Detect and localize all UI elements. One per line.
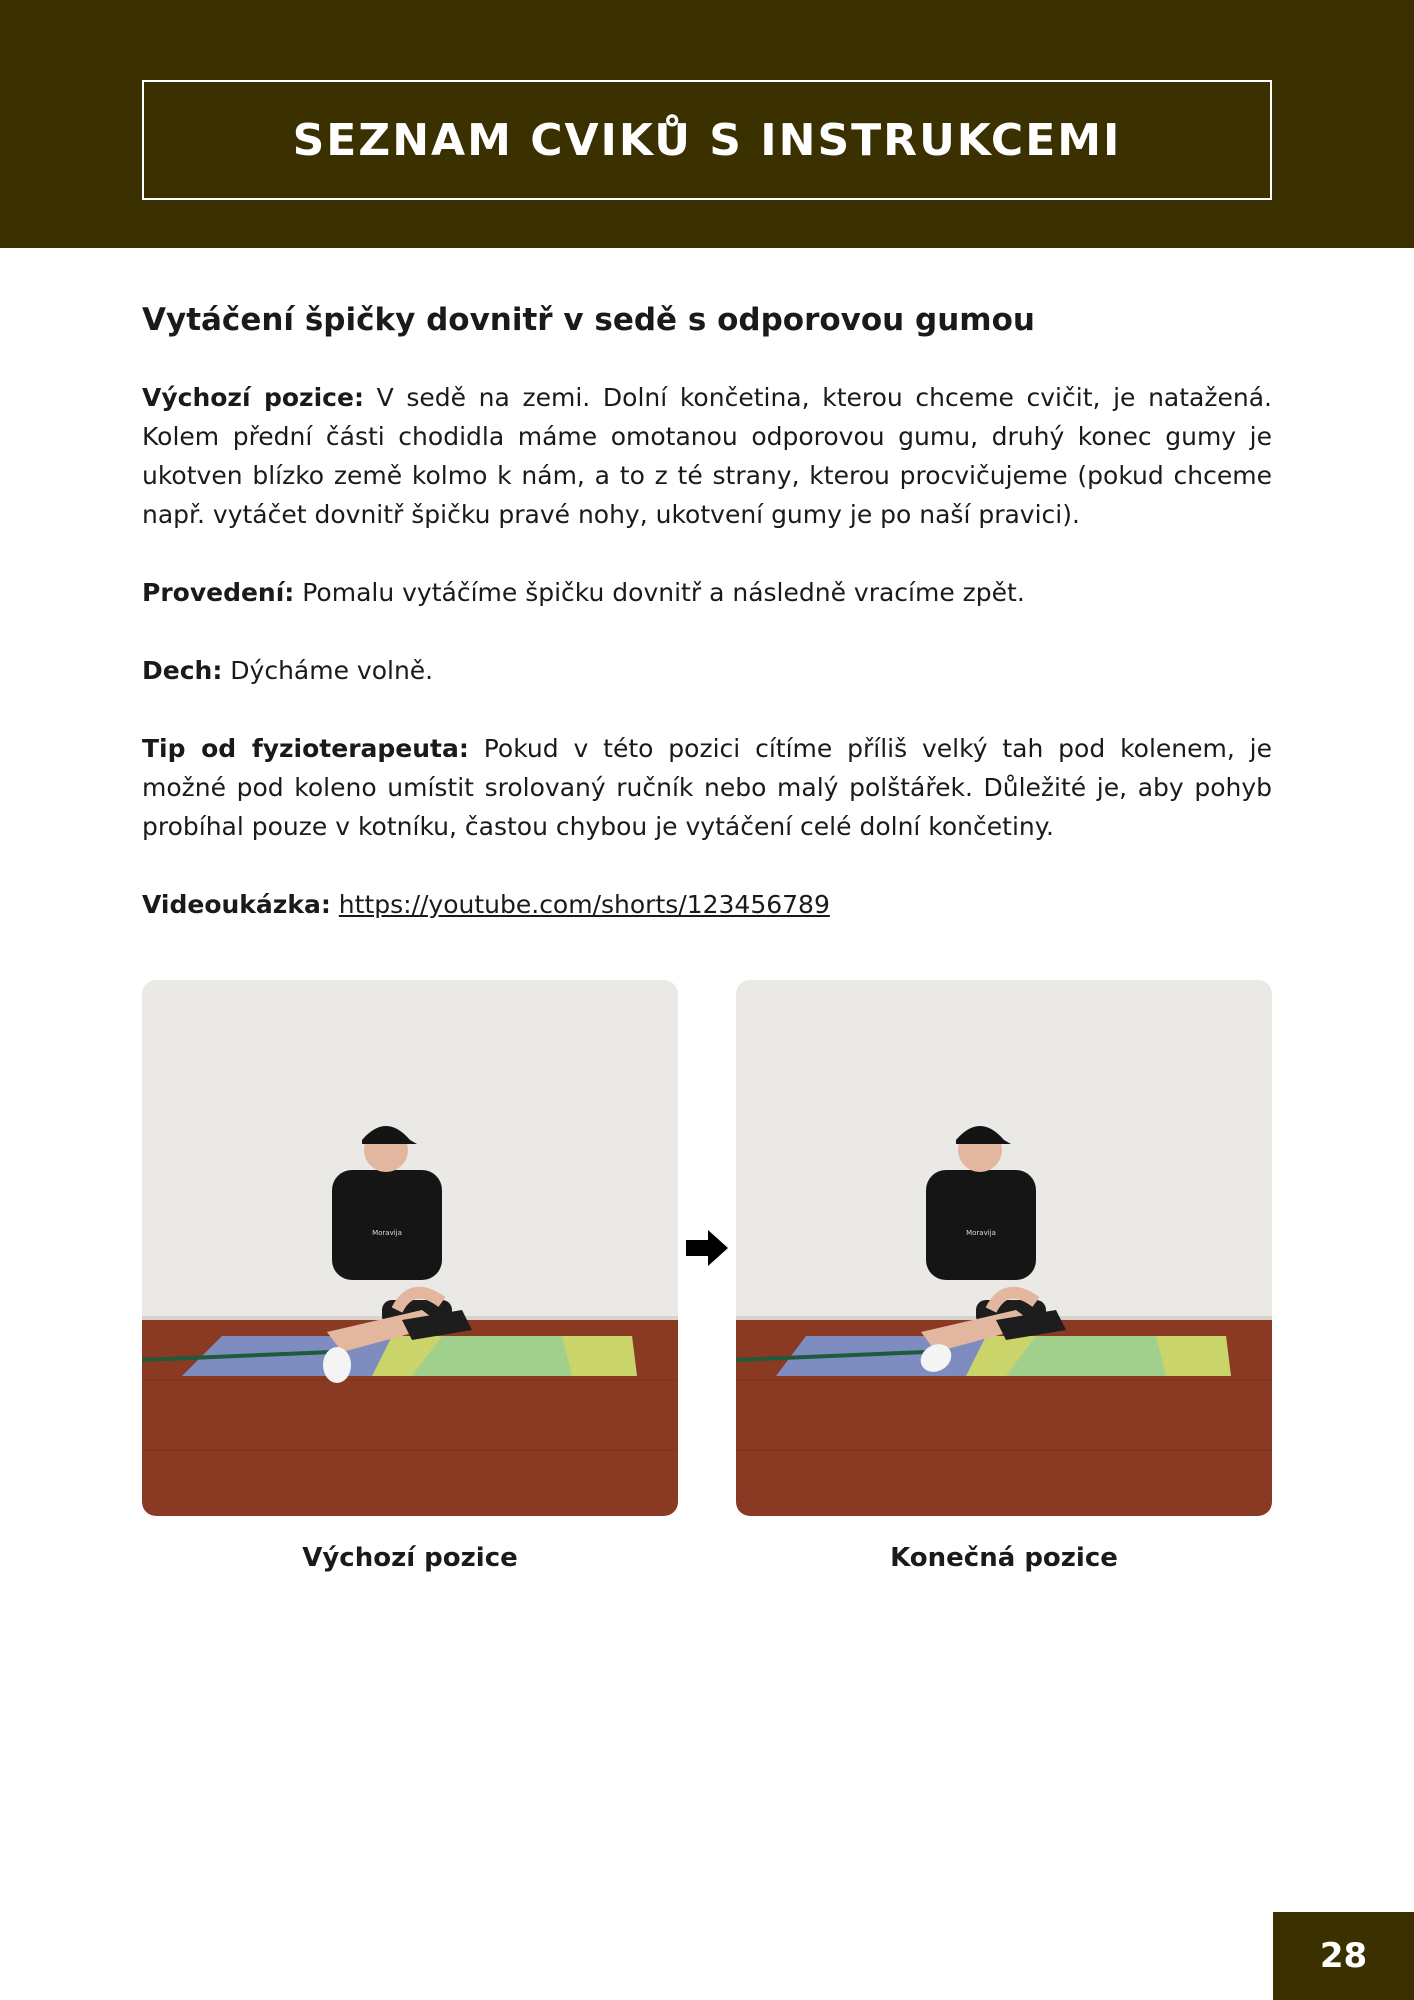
execution-paragraph bbox=[142, 573, 1272, 612]
start-position-label: Výchozí pozice: bbox=[142, 383, 364, 413]
exercise-content bbox=[142, 300, 1272, 963]
shirt-logo: Moravija bbox=[372, 1229, 402, 1237]
video-paragraph bbox=[142, 885, 1272, 924]
video-label: Videoukázka: bbox=[142, 890, 331, 920]
header-band bbox=[0, 0, 1414, 248]
video-link[interactable]: https://youtube.com/shorts/123456789 bbox=[338, 890, 830, 920]
execution-text: Pomalu vytáčíme špičku dovnitř a následně vracíme zpět. bbox=[294, 578, 1025, 608]
page-title: SEZNAM CVIKŮ S INSTRUKCEMI bbox=[292, 114, 1122, 166]
tip-paragraph bbox=[142, 729, 1272, 846]
start-position-paragraph bbox=[142, 378, 1272, 534]
tip-text: Pokud v této pozici cítíme příliš velký tah pod kolenem, je možné pod koleno umístit srolovaný ručník nebo malý polštářek. Důležité je, aby pohyb probíhal pouze v kotníku, častou chybou je vytáčení celé dolní končetiny. bbox=[142, 734, 1272, 842]
exercise-images bbox=[142, 980, 1272, 1573]
start-position-text: V sedě na zemi. Dolní končetina, kterou chceme cvičit, je natažená. Kolem přední části chodidla máme omotanou odporovou gumu, druhý konec gumy je ukotven blízko země kolmo k nám, a to z té strany, kterou procvičujeme (pokud chceme např. vytáčet dovnitř špičku pravé nohy, ukotvení gumy je po naší pravici). bbox=[142, 383, 1272, 530]
breath-text: Dýcháme volně. bbox=[222, 656, 434, 686]
start-position-caption: Výchozí pozice bbox=[302, 1543, 518, 1573]
shirt-logo: Moravija bbox=[966, 1229, 996, 1237]
breath-paragraph bbox=[142, 651, 1272, 690]
tip-label: Tip od fyzioterapeuta: bbox=[142, 734, 469, 764]
page-number: 28 bbox=[1319, 1936, 1368, 1976]
breath-label: Dech: bbox=[142, 656, 223, 686]
end-position-photo bbox=[736, 980, 1272, 1516]
end-position-caption: Konečná pozice bbox=[890, 1543, 1118, 1573]
header-frame bbox=[142, 80, 1272, 200]
start-position-photo bbox=[142, 980, 678, 1516]
exercise-title: Vytáčení špičky dovnitř v sedě s odporovou gumou bbox=[142, 302, 1035, 338]
page-number-box bbox=[1273, 1912, 1414, 2000]
arrow-right-icon bbox=[686, 1228, 728, 1268]
execution-label: Provedení: bbox=[142, 578, 295, 608]
